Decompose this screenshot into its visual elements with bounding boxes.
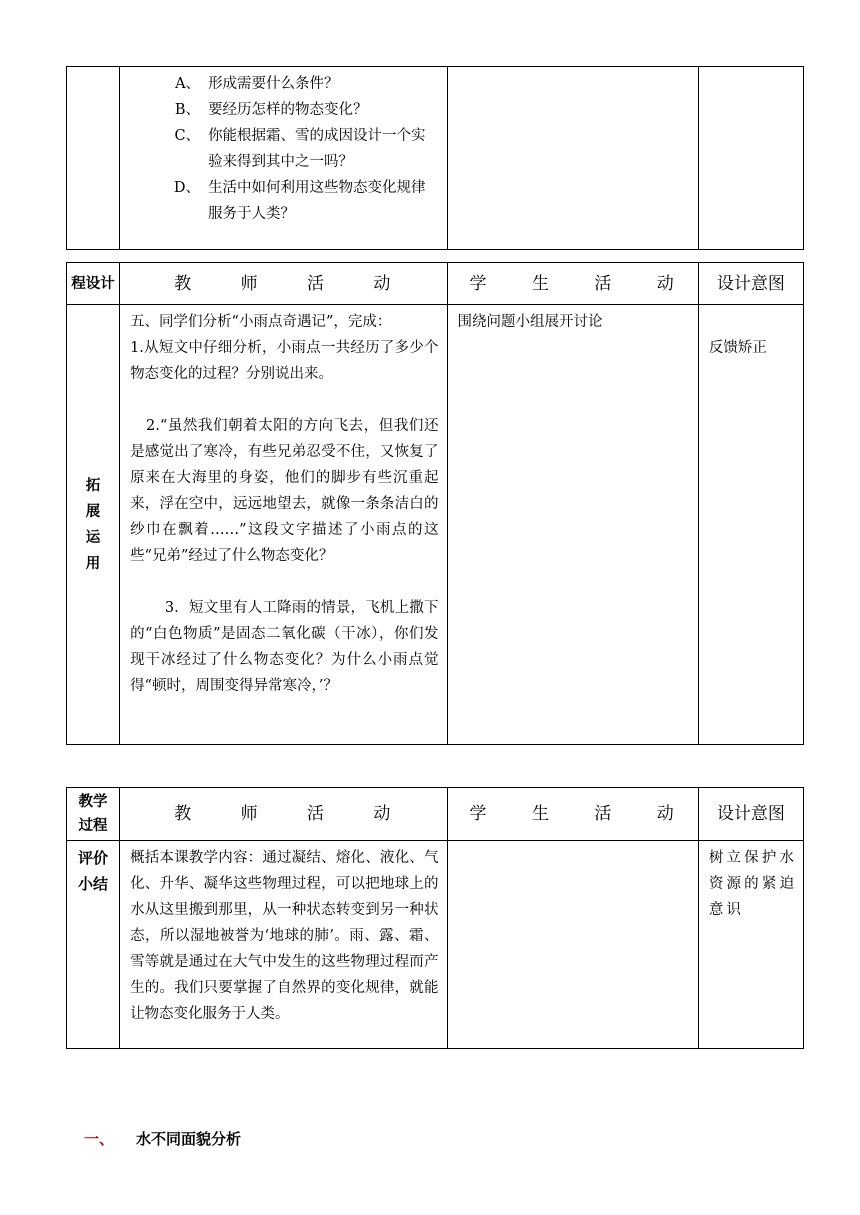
header-process-label: 程设计 [67, 263, 120, 305]
header-design-intent: 设计意图 [698, 788, 803, 841]
header-teacher-activity: 教 师 活 动 [120, 263, 447, 305]
section-side-label [67, 305, 120, 745]
question-text: 要经历怎样的物态变化？ [208, 102, 368, 118]
design-intent-cell [698, 305, 803, 745]
question-item [168, 123, 438, 175]
empty-intent-cell [698, 67, 803, 250]
activity-question-2: 2.“虽然我们朝着太阳的方向飞去，但我们还是感觉出了寒冷，有些兄弟忍受不住，又恢复了原来在大海里的身姿，他们的脚步有些沉重起来，浮在空中，远远地望去，就像一条条洁白的纱巾在飘着……”这段文字描述了小雨点的这些“兄弟”经过了什么物态变化？ [130, 418, 439, 564]
section-title: 水不同面貌分析 [136, 1130, 242, 1148]
header-teacher-activity: 教 师 活 动 [120, 788, 447, 841]
question-text: 形成需要什么条件？ [208, 76, 339, 92]
design-intent-text: 树立保护水资源的紧迫意识 [708, 850, 797, 918]
question-marker: B、 [174, 102, 201, 118]
header-process-label [67, 788, 120, 841]
header-student-activity: 学 生 活 动 [447, 788, 698, 841]
side-label-text: 评价小结 [78, 849, 109, 893]
question-text: 生活中如何利用这些物态变化规律服务于人类？ [208, 180, 426, 222]
extension-table [66, 262, 804, 745]
student-activity-text: 围绕问题小组展开讨论 [457, 314, 603, 330]
header-process-text: 教学过程 [78, 794, 108, 834]
summary-text: 概括本课教学内容：通过凝结、熔化、液化、气化、升华、凝华这些物理过程，可以把地球上的水从这里搬到那里，从一种状态转变到另一种状态，所以湿地被誉为‘地球的肺’。雨、露、霜、雪等就是通过在大气中发生的这些物理过程而产生的。我们只要掌握了自然界的变化规律，就能让物态变化服务于人类。 [130, 850, 439, 1022]
question-marker: A、 [175, 76, 201, 92]
header-student-activity: 学 生 活 动 [447, 263, 698, 305]
activity-question-1: 1.从短文中仔细分析，小雨点一共经历了多少个物态变化的过程？分别说出来。 [130, 340, 439, 382]
question-item [168, 97, 438, 123]
empty-label-cell [67, 67, 120, 250]
section-heading [84, 1128, 241, 1149]
header-design-intent: 设计意图 [698, 263, 803, 305]
question-marker: C、 [174, 128, 201, 144]
student-activity-cell [447, 305, 698, 745]
question-list-cell [120, 67, 447, 250]
activity-question-3: 3．短文里有人工降雨的情景，飞机上撒下的“白色物质”是固态二氧化碳（干冰），你们发现干冰经过了什么物态变化？为什么小雨点觉得“顿时，周围变得异常寒冷，’？ [130, 600, 439, 694]
section-side-label [67, 841, 120, 1049]
question-text: 你能根据霜、雪的成因设计一个实验来得到其中之一吗？ [208, 128, 426, 170]
continuation-table [66, 66, 804, 250]
side-label-text: 拓展运用 [85, 477, 101, 572]
question-marker: D、 [173, 180, 201, 196]
teacher-activity-cell [120, 841, 447, 1049]
question-item [168, 175, 438, 227]
empty-student-cell [447, 67, 698, 250]
section-number: 一、 [84, 1130, 115, 1148]
question-item [168, 71, 438, 97]
student-activity-cell [447, 841, 698, 1049]
activity-intro: 五、同学们分析“小雨点奇遇记”，完成： [130, 314, 392, 330]
summary-table [66, 787, 804, 1049]
design-intent-cell [698, 841, 803, 1049]
design-intent-text: 反馈矫正 [708, 340, 767, 356]
teacher-activity-cell [120, 305, 447, 745]
